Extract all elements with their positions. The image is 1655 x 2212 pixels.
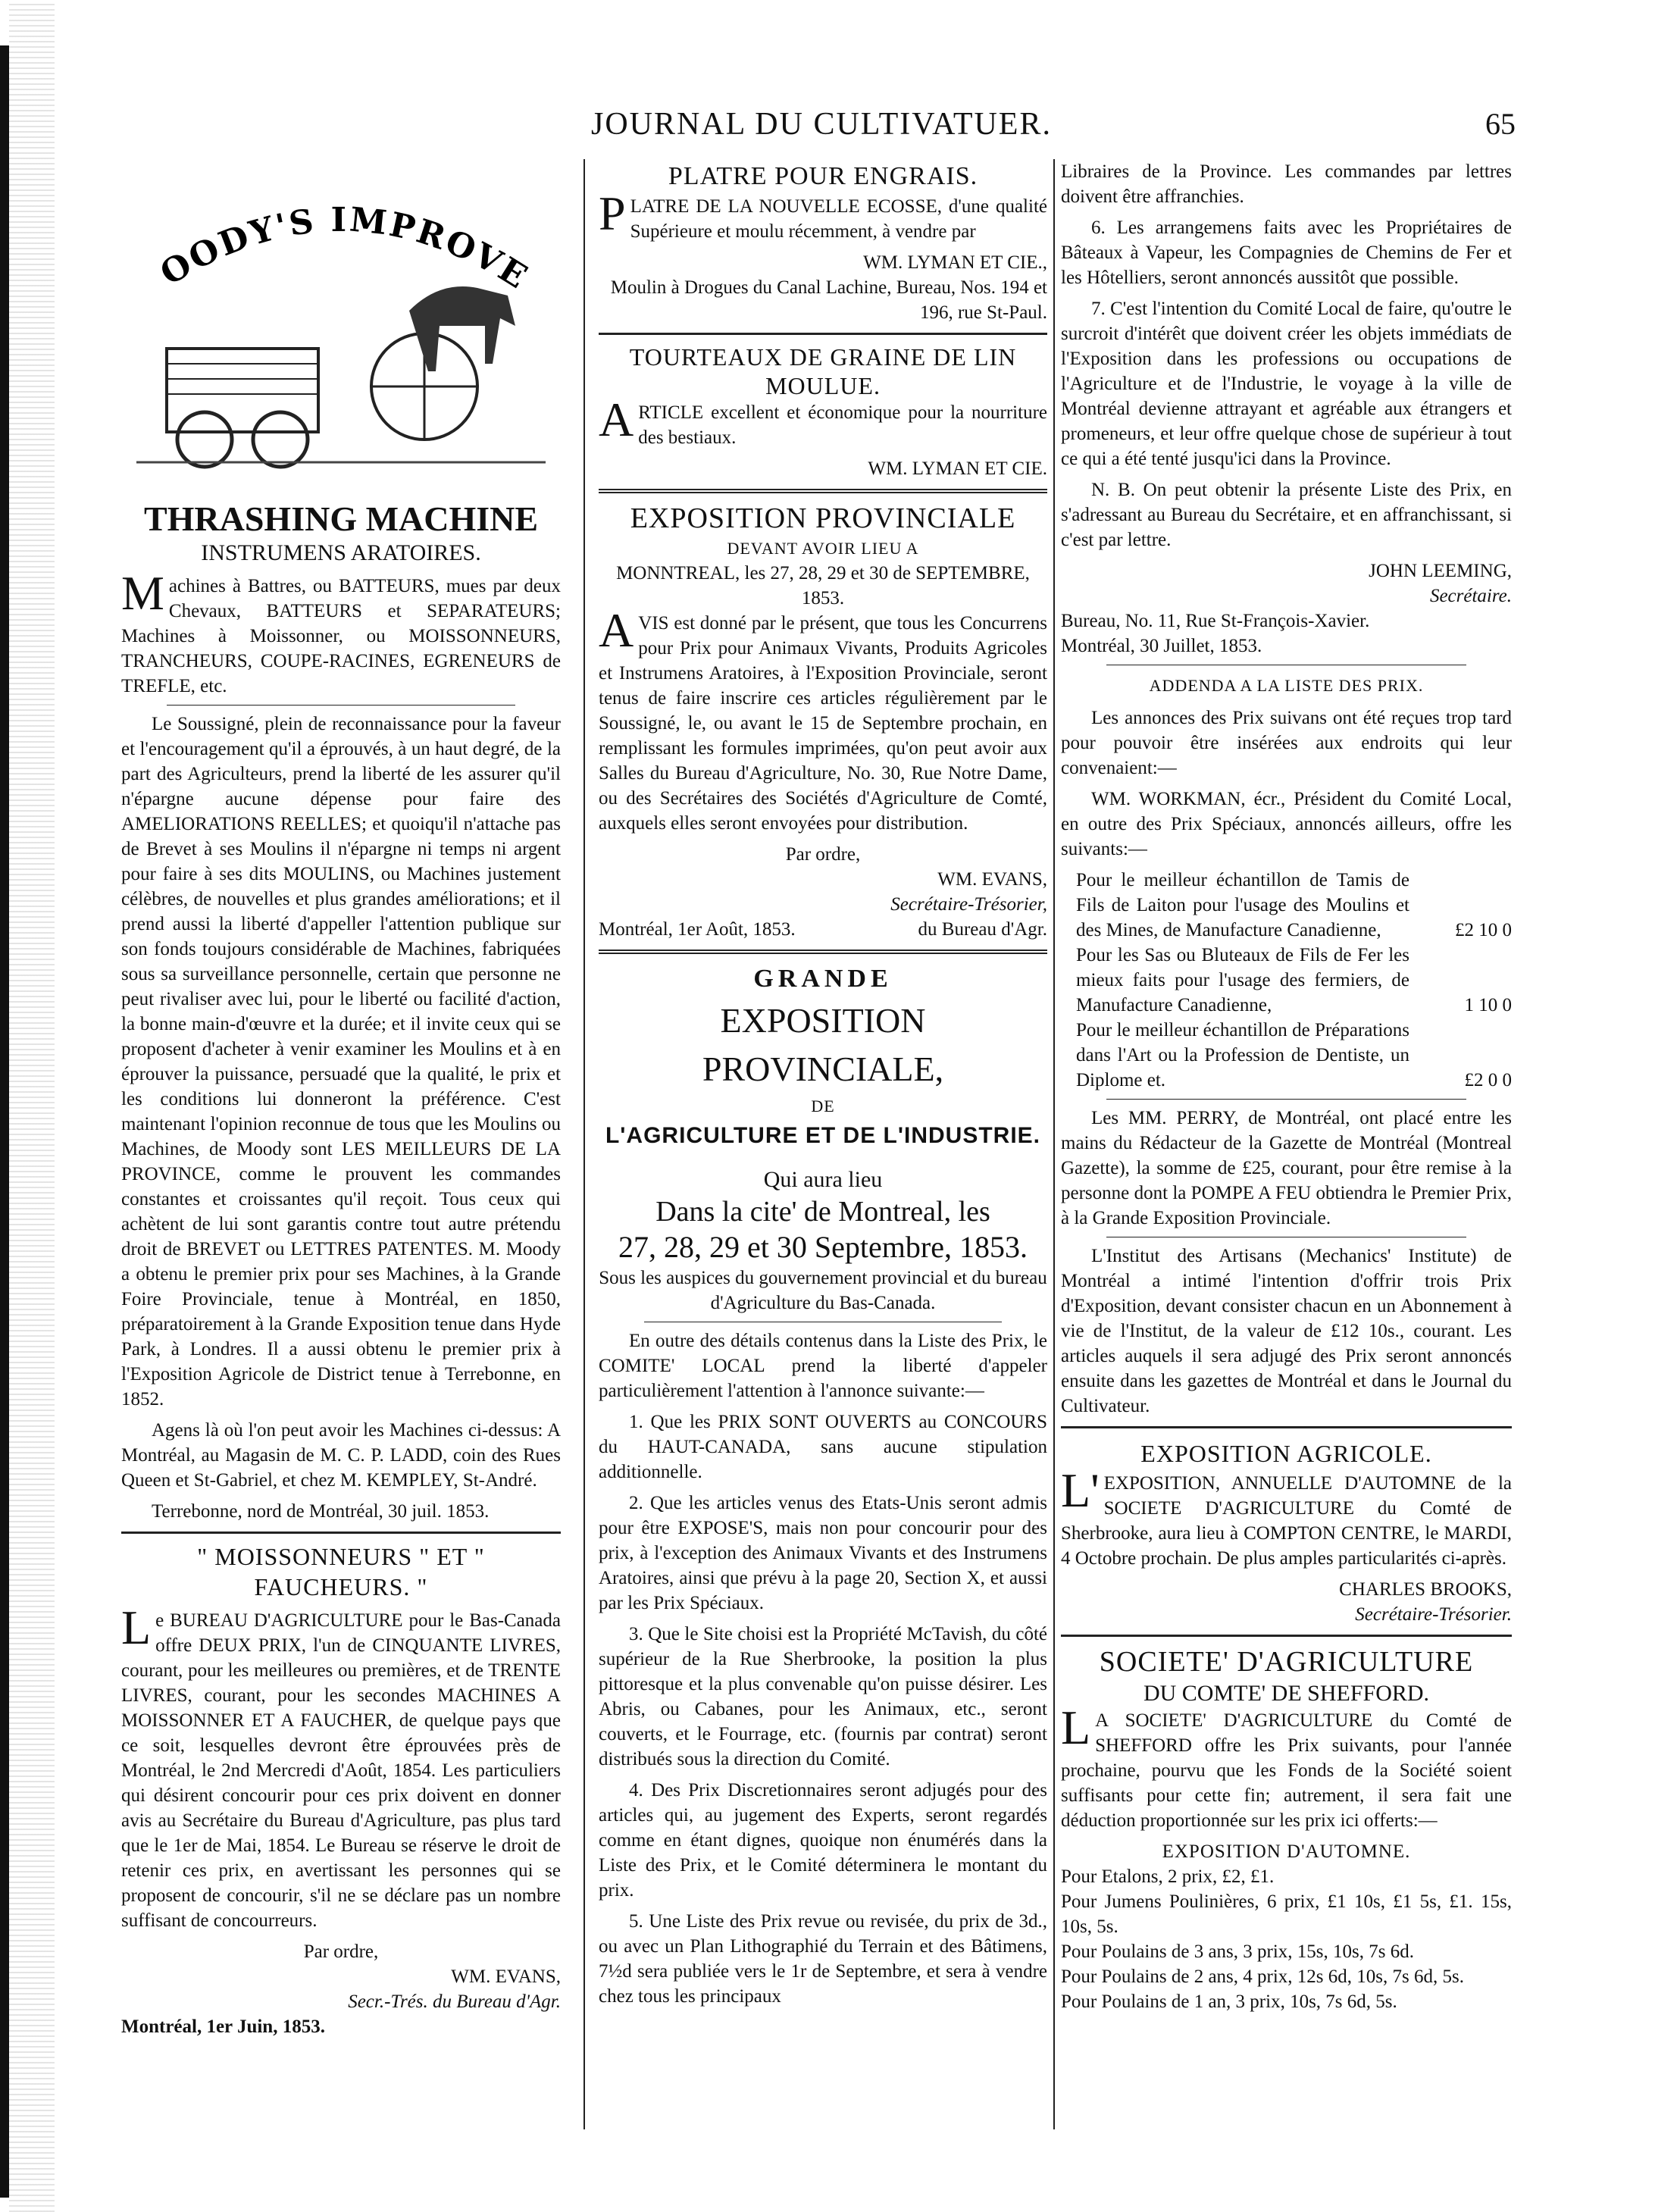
intro-paragraph: Machines à Battres, ou BATTEURS, mues par deux Chevaux, BATTEURS et SEPARATEURS; Machines à Moissonner, ou MOISSONNEURS, TRANCHEURS, COUPE-RACINES, EGRENEURS de TREFLE, etc.: [121, 566, 561, 696]
banner-text: OODY'S IMPROVE: [153, 200, 536, 298]
leeming-signature: JOHN LEEMING,: [1369, 561, 1512, 581]
section-rule: [121, 1532, 561, 1534]
item-1: 1. Que les PRIX SONT OUVERTS au CONCOURS du HAUT-CANADA, sans aucune stipulation additionnelle.: [599, 1412, 1047, 1482]
exposition-signature: WM. EVANS,: [937, 869, 1047, 890]
de-label: DE: [811, 1097, 835, 1115]
societe-body: LA SOCIETE' D'AGRICULTURE du Comté de SHEFFORD offre les Prix suivants, pour l'année prochaine, pourvu que les Fonds de la Société soient suffisants pour cette fin; autrement, il sera fait une déduction proportionnée sur les prix ici offerts:—: [1061, 1700, 1512, 1831]
prize-row-2: [1061, 943, 1512, 1018]
sous-les-auspices: Sous les auspices du gouvernement provincial et du bureau d'Agriculture du Bas-Canada.: [599, 1268, 1047, 1313]
prize-row-1: [1061, 868, 1512, 943]
workman-paragraph: WM. WORKMAN, écr., Président du Comité Local, en outre des Prix Spéciaux, annoncés ailleurs, offre les suivants:—: [1061, 789, 1512, 859]
exposition-body: AVIS est donné par le présent, que tous les Concurrens pour Prix pour Animaux Vivants, Produits Agricoles et Instrumens Aratoires, à l'Exposition Provinciale, seront tenus de faire inscrire ces articles régulièrement par le Soussigné, le, ou avant le 15 de Septembre prochain, en remplissant les formules imprimées, qu'on peut avoir aux Salles du Bureau d'Agriculture, No. 30, Rue Notre Dame, ou des Secrétaires des Sociétés d'Agriculture de Comté, auxquels elles seront envoyées pour distribution.: [599, 603, 1047, 834]
binding-edge: [0, 45, 9, 2198]
platre-body: PLATRE DE LA NOUVELLE ECOSSE, d'une qualité Supérieure et moulu récemment, à vendre par: [599, 186, 1047, 242]
divider: [167, 705, 515, 706]
item-7: 7. C'est l'intention du Comité Local de faire, qu'outre le surcroit d'intérêt que doivent créer les objets immédiats de l'Exposition dans les professions ou occupations de l'Agriculture et de l'Industrie, le voyage à la ville de Montréal devienne attrayant et agréable aux étrangers et promeneurs, et leur offre quelque chose de supérieur à tout ce qui a été tenté jusqu'ici dans la Province.: [1061, 299, 1512, 469]
addenda-title: ADDENDA A LA LISTE DES PRIX.: [1149, 676, 1424, 695]
thrashing-machine-illustration: [121, 159, 561, 493]
section-rule: [599, 489, 1047, 493]
automne-item-5: Pour Poulains de 1 an, 3 prix, 10s, 7s 6d, 5s.: [1061, 1991, 1397, 2012]
location-date: Terrebonne, nord de Montréal, 30 juil. 1853.: [152, 1501, 490, 1522]
column-3: [1061, 159, 1512, 2014]
agricole-body: L'EXPOSITION, ANNUELLE D'AUTOMNE de la SOCIETE D'AGRICULTURE du Comté de Sherbrooke, aura lieu à COMPTON CENTRE, le MARDI, 4 Octobre prochain. De plus amples particularités ci-après.: [1061, 1463, 1512, 1569]
exposition-subtitle: DEVANT AVOIR LIEU A: [727, 539, 919, 558]
brooks-signature: CHARLES BROOKS,: [1339, 1579, 1512, 1600]
section-rule: [1061, 1635, 1512, 1637]
body-paragraph: Le Soussigné, plein de reconnaissance pour la faveur et l'encouragement qu'il a éprouvés, à un haut degré, de la part des Agriculteurs, prend la liberté de les assurer qu'il n'épargne aucune dépense pour faire des AMELIORATIONS REELLES; et quoiqu'il n'attache pas de Brevet à ses Moulins il n'épargne ni temps ni argent pour faire à ses dits MOULINS, ou Machines justement célèbres, de nouvelles et plus grandes améliorations; et il prend aussi la liberté d'appeller l'attention publique sur son fonds toujours considérable de Machines, fabriquées sous sa surveillance personnelle, certain que personne ne peut rivaliser avec lui, pour le liberté ou facilité d'action, la bonne main-d'œuvre et la durée; et il invite ceux qui se proposent d'acheter à venir examiner les Moulins et à en éprouver la puissance, persuadé que la qualité, le prix et les conditions lui donneront la préférence. C'est maintenant l'opinion reconnue de tous que les Moulins ou Machines, de Moody sont LES MEILLEURS DE LA PROVINCE, comme le prouvent les commandes constantes et croissantes qu'il reçoit. Tous ceux qui achètent de lui sont garantis contre tout autre prétendu droit de BREVET ou LETTRES PATENTES. M. Moody a obtenu le premier prix pour ses Machines, à la Grande Foire Provinciale, tenue à Montréal, en 1850, préparatoirement à la Grande Exposition tenue dans Hyde Park, à Londres. Il a aussi obtenu le premier prix à l'Exposition Agricole de District tenue à Terrebonne, en 1852.: [121, 714, 561, 1409]
page-number: 65: [1485, 107, 1516, 141]
qui-aura-lieu: Qui aura lieu: [763, 1167, 883, 1192]
leeming-date: Montréal, 30 Juillet, 1853.: [1061, 636, 1262, 656]
machine-title: THRASHING MACHINE: [143, 499, 539, 538]
prize-row-3: [1061, 1018, 1512, 1093]
en-outre: En outre des détails contenus dans la Liste des Prix, le COMITE' LOCAL prend la liberté d'appeler particulièrement l'attention à l'annonce suivante:—: [599, 1331, 1047, 1401]
grande-heading: GRANDE: [753, 965, 893, 993]
item-5: 5. Une Liste des Prix revue ou revisée, du prix de 3d., ou avec un Plan Lithographié du Terrain et des Bâtimens, 7½d sera publiée vers le 1r de Septembre, et sera à vendre chez tous les principaux: [599, 1911, 1047, 2007]
machine-subtitle: INSTRUMENS ARATOIRES.: [201, 540, 481, 565]
signature-name: WM. EVANS,: [451, 1966, 561, 1987]
automne-title: EXPOSITION D'AUTOMNE.: [1162, 1841, 1411, 1862]
prize-text: Pour le meilleur échantillon de Tamis de Fils de Laiton pour l'usage des Moulins et des Mines, de Manufacture Canadienne,: [1076, 870, 1409, 940]
tourteaux-title: TOURTEAUX DE GRAINE DE LIN MOULUE.: [629, 343, 1017, 399]
prize-amount: £2 10 0: [1455, 920, 1512, 940]
automne-item-3: Pour Poulains de 3 ans, 3 prix, 15s, 10s, 7s 6d.: [1061, 1941, 1414, 1962]
agriculture-industrie: L'AGRICULTURE ET DE L'INDUSTRIE.: [605, 1123, 1041, 1148]
prize-amount: £2 0 0: [1464, 1070, 1512, 1090]
column-1: [121, 159, 561, 2039]
item-6: 6. Les arrangemens faits avec les Propriétaires de Bâteaux à Vapeur, les Compagnies de Chemins de Fer et les Hôtelliers, seront annoncés aussitôt que possible.: [1061, 217, 1512, 288]
exposition-date: Montréal, 1er Août, 1853.: [599, 919, 796, 940]
prize-text: Pour les Sas ou Bluteaux de Fils de Fer les mieux faits pour l'usage des fermiers, de Manufacture Canadienne,: [1076, 945, 1409, 1015]
exposition-bureau: du Bureau d'Agr.: [918, 919, 1047, 940]
exposition-par-ordre: Par ordre,: [785, 844, 861, 865]
exposition-signature-title: Secrétaire-Trésorier,: [890, 894, 1047, 915]
moissonneurs-body: Le BUREAU D'AGRICULTURE pour le Bas-Canada offre DEUX PRIX, l'un de CINQUANTE LIVRES, courant, pour les meilleures ou premières, et de TRENTE LIVRES, courant, pour les secondes MACHINES A MOISSONNER ET A FAUCHER, de quelque pays que ce soit, lesquelles devront être éprouvées près de Montréal, le 2nd Mercredi d'Août, 1854. Les particuliers qui désirent concourir pour ces prix doivent en donner avis au Secrétaire du Bureau d'Agriculture, pas plus tard que le 1er de Mai, 1854. Le Bureau se réserve le droit de retenir ces prix, en avertissant les personnes qui se proposent de concourir, s'il ne se déclare pas un nombre suffisant de concourreurs.: [121, 1600, 561, 1931]
column-2: [599, 159, 1047, 2015]
prize-text: Pour le meilleur échantillon de Préparations dans l'Art ou la Profession de Dentiste, un Diplome et.: [1076, 1020, 1409, 1090]
nb-note: N. B. On peut obtenir la présente Liste des Prix, en s'adressant au Bureau du Secrétaire, et en affranchissant, si c'est par lettre.: [1061, 480, 1512, 550]
item-2: 2. Que les articles venus des Etats-Unis seront admis pour être EXPOSE'S, mais non pour concourir pour des prix, à l'exception des Animaux Vivants et des Instrumens Aratoires, ainsi que prévu à la page 20, Section X, et aussi par les Prix Spéciaux.: [599, 1493, 1047, 1613]
continued-text: Libraires de la Province. Les commandes par lettres doivent être affranchies.: [1061, 161, 1512, 207]
divider: [1106, 1099, 1466, 1100]
exposition-dates: MONNTREAL, les 27, 28, 29 et 30 de SEPTEMBRE, 1853.: [616, 563, 1030, 609]
moissonneurs-title: " MOISSONNEURS " ET " FAUCHEURS. ": [197, 1543, 485, 1600]
agents-paragraph: Agens là où l'on peut avoir les Machines ci-dessus: A Montréal, au Magasin de M. C. P. LADD, coin des Rues Queen et St-Gabriel, et chez M. KEMPLEY, St-André.: [121, 1420, 561, 1491]
column-rule-1: [583, 159, 585, 2129]
prize-amount: 1 10 0: [1464, 995, 1512, 1015]
societe-title: SOCIETE' D'AGRICULTURE: [1099, 1646, 1474, 1678]
institut-paragraph: L'Institut des Artisans (Mechanics' Institute) de Montréal a intimé l'intention d'offrir trois Prix d'Exposition, devant consister chacun en un Abonnement à vie de l'Institut, de la valeur de £12 10s., courant. Les articles auquels il sera adjugé des Prix seront annoncés ensuite dans les gazettes de Montréal et dans le Journal du Cultivateur.: [1061, 1246, 1512, 1416]
section-rule: [599, 333, 1047, 335]
section-rule: [1061, 1426, 1512, 1428]
signature-date: Montréal, 1er Juin, 1853.: [121, 2016, 325, 2037]
section-rule: [599, 950, 1047, 954]
journal-title: JOURNAL DU CULTIVATUER.: [591, 107, 1052, 142]
exposition-title: EXPOSITION PROVINCIALE: [630, 502, 1016, 534]
platre-signature: WM. LYMAN ET CIE.,: [863, 252, 1047, 273]
dans-la-cite: Dans la cite' de Montreal, les: [655, 1196, 990, 1228]
event-dates: 27, 28, 29 et 30 Septembre, 1853.: [618, 1230, 1028, 1264]
platre-title: PLATRE POUR ENGRAIS.: [668, 162, 978, 190]
signature-title: Secr.-Trés. du Bureau d'Agr.: [348, 1991, 561, 2012]
column-rule-2: [1053, 159, 1055, 2129]
addenda-intro: Les annonces des Prix suivans ont été reçues trop tard pour pouvoir être insérées aux endroits qui leur convenaient:—: [1061, 708, 1512, 778]
item-3: 3. Que le Site choisi est la Propriété McTavish, du côté supérieur de la Rue Sherbrooke, la position la plus pittoresque et la plus convenable qu'on puisse désirer. Les Abris, ou Cabanes, pour les Animaux, etc., seront couverts, et le Fourrage, etc. (fournis par contrat) seront distribués sous la direction du Comité.: [599, 1624, 1047, 1769]
automne-item-4: Pour Poulains de 2 ans, 4 prix, 12s 6d, 10s, 7s 6d, 5s.: [1061, 1966, 1464, 1987]
leeming-title: Secrétaire.: [1429, 586, 1512, 606]
grande-exposition-title: EXPOSITION PROVINCIALE,: [702, 1001, 944, 1088]
svg-text:MOODY'S IMPROVED: [121, 159, 536, 298]
tourteaux-signature: WM. LYMAN ET CIE.: [868, 458, 1047, 479]
automne-item-1: Pour Etalons, 2 prix, £2, £1.: [1061, 1866, 1275, 1887]
platre-address: Moulin à Drogues du Canal Lachine, Bureau, Nos. 194 et 196, rue St-Paul.: [610, 277, 1047, 323]
agricole-title: EXPOSITION AGRICOLE.: [1140, 1440, 1432, 1467]
automne-item-2: Pour Jumens Poulinières, 6 prix, £1 10s, £1 5s, £1. 15s, 10s, 5s.: [1061, 1891, 1512, 1937]
brooks-title: Secrétaire-Trésorier.: [1355, 1604, 1512, 1625]
leeming-address: Bureau, No. 11, Rue St-François-Xavier.: [1061, 611, 1370, 631]
tourteaux-body: ARTICLE excellent et économique pour la nourriture des bestiaux.: [599, 393, 1047, 448]
scan-noise-strip: [9, 0, 55, 2212]
item-4: 4. Des Prix Discretionnaires seront adjugés pour des articles qui, au jugement des Experts, seront regardés comme en étant dignes, quoique non énumérés dans la Liste des Prix, et le Comité déterminera le montant du prix.: [599, 1780, 1047, 1901]
par-ordre: Par ordre,: [303, 1941, 379, 1962]
societe-subtitle: DU COMTE' DE SHEFFORD.: [1143, 1681, 1430, 1706]
perry-paragraph: Les MM. PERRY, de Montréal, ont placé entre les mains du Rédacteur de la Gazette de Montréal (Montreal Gazette), la somme de £25, courant, pour être remise à la personne dont la POMPE A FEU obtiendra le Premier Prix, à la Grande Exposition Provinciale.: [1061, 1108, 1512, 1228]
